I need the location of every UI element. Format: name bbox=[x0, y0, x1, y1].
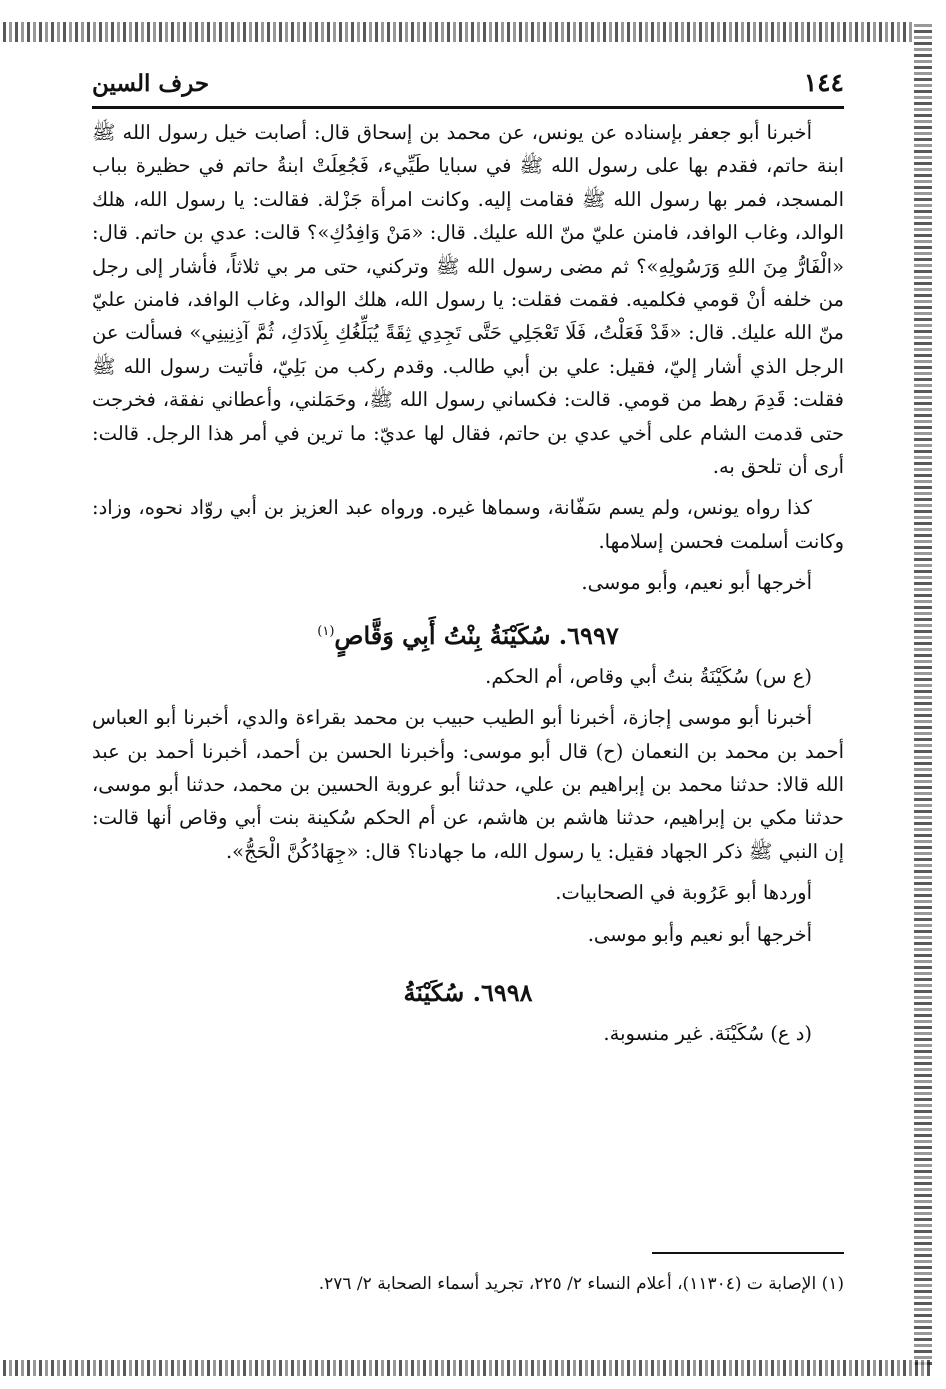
entry-heading-6998 bbox=[92, 973, 844, 1013]
running-title: حرف السين bbox=[92, 70, 210, 97]
page-header bbox=[92, 66, 844, 109]
footnote-reference: (١) bbox=[317, 623, 335, 639]
footnote-text: (١) الإصابة ت (١١٣٠٤)، أعلام النساء ٢/ ٢٢٥، تجريد أسماء الصحابة ٢/ ٢٧٦. bbox=[318, 1274, 844, 1294]
paragraph-narration: أخبرنا أبو جعفر بإسناده عن يونس، عن محمد بن إسحاق قال: أصابت خيل رسول الله ﷺ ابنة حاتم، فقدم بها على رسول الله ﷺ في سبايا طَيِّيء، فَجُعِلَتْ ابنةُ حاتم في حظيرة بباب المسجد، فمر بها رسول الله ﷺ فقامت إليه. وكانت امرأة جَزْلة. فقالت: يا رسول الله، هلك الوالد، وغاب الوافد، فامنن عليّ منّ الله عليك. قال: «مَنْ وَافِدُكِ»؟ قالت: عدي بن حاتم. قال: «الْفَارُّ مِنَ اللهِ وَرَسُولِهِ»؟ ثم مضى رسول الله ﷺ وتركني، حتى مر بي ثلاثاً، فأشار إلى رجل من خلفه أنْ قومي فكلميه. فقمت فقلت: يا رسول الله، هلك الوالد، وغاب الوافد، فامنن عليّ منّ الله عليك. قال: «قَدْ فَعَلْتُ، فَلَا تَعْجَلِي حَتَّى تَجِدِي ثِقَةً يُبَلِّغُكِ بِلَادَكِ، ثُمَّ آذِنِينِي» فسألت عن الرجل الذي أشار إليّ، فقيل: علي بن أبي طالب. وقدم ركب من بَلِيّ، فأتيت رسول الله ﷺ فقلت: قَدِمَ رهط من قومي. قالت: فكساني رسول الله ﷺ، وحَمَلني، وأعطاني نفقة، فخرجت حتى قدمت الشام على أخي عدي بن حاتم، فقال لها عديّ: ما ترين في أمر هذا الرجل. قالت: أرى أن تلحق به. bbox=[92, 121, 844, 479]
ornamental-border-top bbox=[0, 22, 912, 42]
page-number: ١٤٤ bbox=[803, 68, 844, 97]
page-body bbox=[92, 116, 844, 1050]
ornamental-border-bottom bbox=[0, 1360, 930, 1376]
entry-title-6998: ٦٩٩٨. سُكَيْنَةُ bbox=[403, 977, 533, 1007]
entry-title-6997: ٦٩٩٧. سُكَيْنَةُ بِنْتُ أَبِي وَقَّاصٍ bbox=[334, 620, 619, 650]
entry-intro-6998: (د ع) سُكَيْنَة. غير منسوبة. bbox=[603, 1021, 812, 1045]
paragraph-sources: أخرجها أبو نعيم، وأبو موسى. bbox=[581, 571, 812, 595]
entry-body-6997: أخبرنا أبو موسى إجازة، أخبرنا أبو الطيب حبيب بن محمد بقراءة والدي، أخبرنا أبو العباس أحمد بن محمد بن النعمان (ح) قال أبو موسى: وأخبرنا الحسن بن أحمد، أخبرنا أحمد بن عبد الله قالا: حدثنا محمد بن إبراهيم بن علي، حدثنا أبو عروبة الحسين بن محمد، حدثنا أبو موسى، حدثنا مكي بن إبراهيم، حدثنا هاشم بن هاشم، عن أم الحكم سُكينة بنت أبي وقاص أنها قالت: إن النبي ﷺ ذكر الجهاد فقيل: يا رسول الله، ما جهادنا؟ قال: «جِهَادُكُنَّ الْحَجُّ». bbox=[92, 706, 844, 863]
entry-intro-6997: (ع س) سُكَيْنَةُ بنتُ أبي وقاص، أم الحكم. bbox=[485, 664, 812, 688]
entry-heading-6997 bbox=[92, 612, 844, 656]
entry-note-2: أخرجها أبو نعيم وأبو موسى. bbox=[587, 922, 812, 946]
entry-note-1: أوردها أبو عَرُوبة في الصحابيات. bbox=[555, 881, 812, 905]
footnote-divider bbox=[652, 1252, 844, 1254]
ornamental-border-right bbox=[914, 22, 932, 1368]
paragraph-variant-note: كذا رواه يونس، ولم يسم سَفّانة، وسماها غيره. ورواه عبد العزيز بن أبي روّاد نحوه، وزاد: وكانت أسلمت فحسن إسلامها. bbox=[92, 496, 844, 553]
